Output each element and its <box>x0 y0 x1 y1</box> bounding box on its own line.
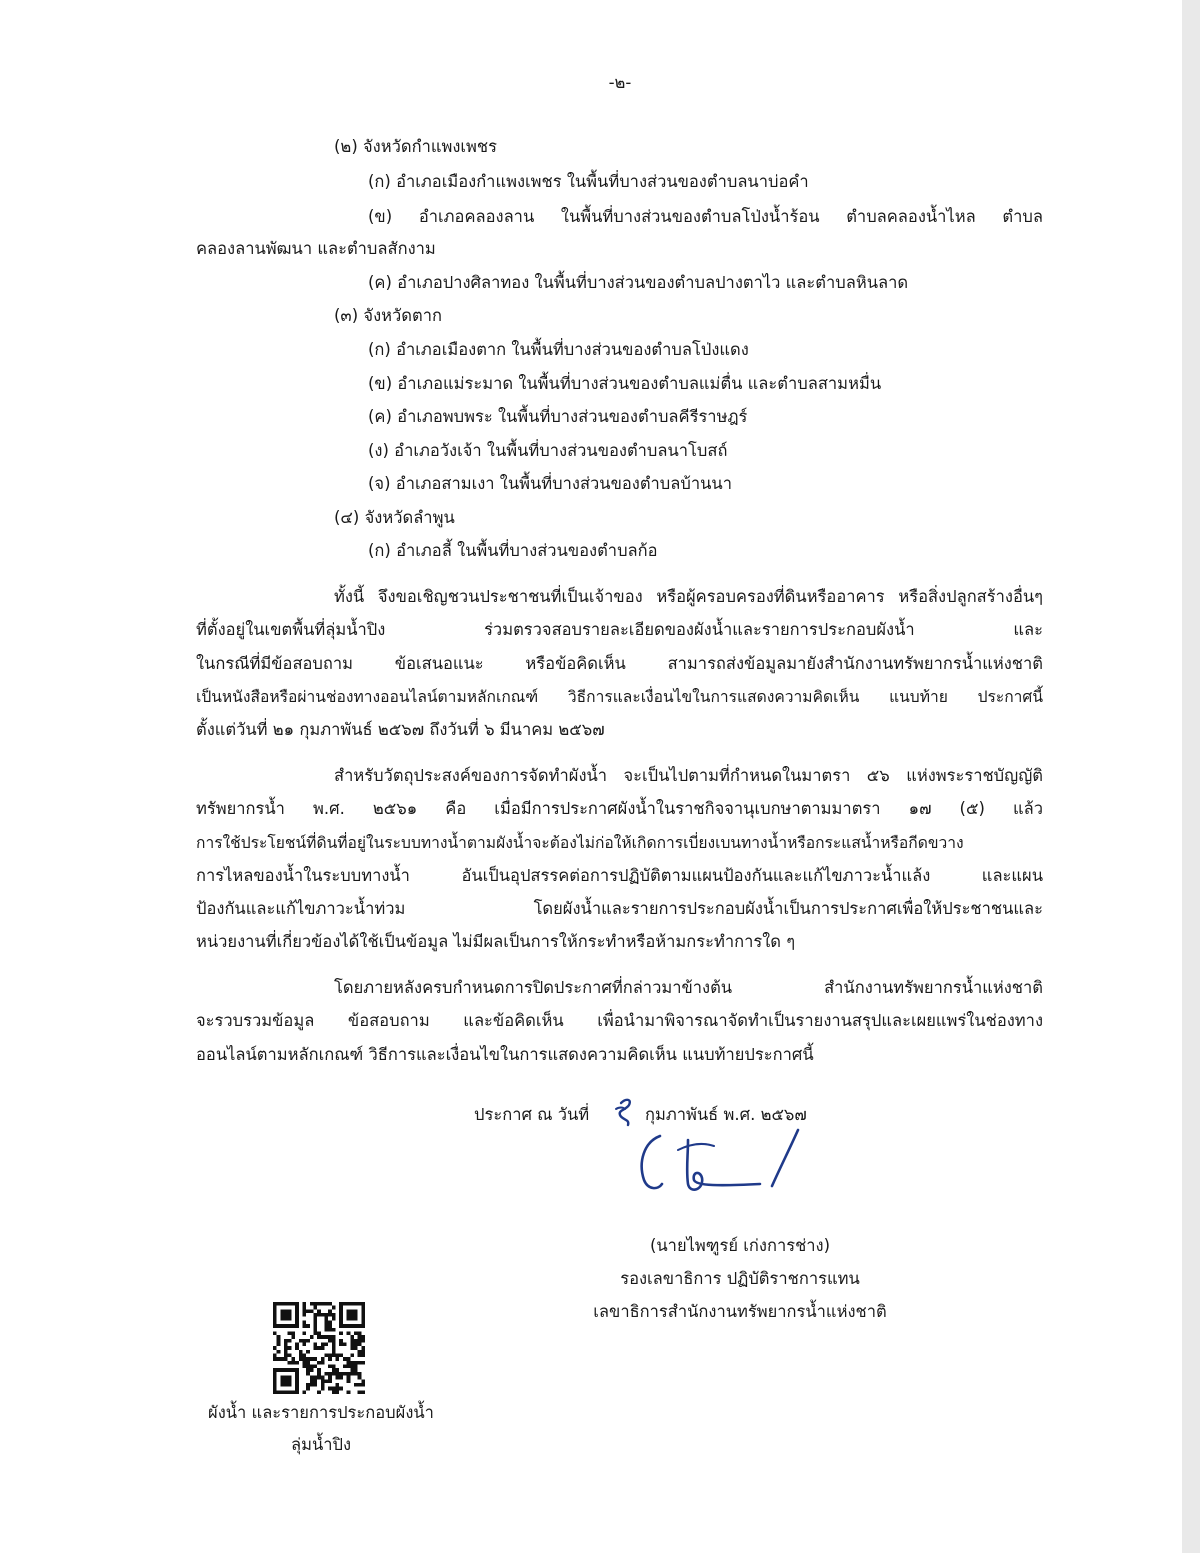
qr-caption: ลุ่มน้ำปิง <box>290 1435 352 1454</box>
district-item: (ค) อำเภอพบพระ ในพื้นที่บางส่วนของตำบลคีรีราษฎร์ <box>368 407 748 426</box>
signatory-position: เลขาธิการสำนักงานทรัพยากรน้ำแห่งชาติ <box>593 1302 887 1321</box>
paragraph-line: การใช้ประโยชน์ที่ดินที่อยู่ในระบบทางน้ำตามผังน้ำจะต้องไม่ก่อให้เกิดการเบี่ยงเบนทางน้ำหรือกระแสน้ำหรือกีดขวาง <box>196 834 964 852</box>
paragraph-line: ตั้งแต่วันที่ ๒๑ กุมภาพันธ์ ๒๕๖๗ ถึงวันที่ ๖ มีนาคม ๒๕๖๗ <box>196 720 605 739</box>
district-item: (ข) อำเภอคลองลาน ในพื้นที่บางส่วนของตำบลโป่งน้ำร้อน ตำบลคลองน้ำไหล ตำบล <box>368 207 1043 226</box>
district-item: (ก) อำเภอเมืองตาก ในพื้นที่บางส่วนของตำบลโป่งแดง <box>368 340 749 359</box>
signature-image <box>630 1128 810 1198</box>
paragraph-line: สำหรับวัตถุประสงค์ของการจัดทำผังน้ำ จะเป็นไปตามที่กำหนดในมาตรา ๕๖ แห่งพระราชบัญญัติ <box>334 766 1043 785</box>
announcement-prefix: ประกาศ ณ วันที่ <box>474 1105 590 1124</box>
handwritten-day <box>612 1095 638 1129</box>
paragraph-line: ทั้งนี้ จึงขอเชิญชวนประชาชนที่เป็นเจ้าของ หรือผู้ครอบครองที่ดินหรืออาคาร หรือสิ่งปลูกสร้างอื่นๆ <box>334 587 1043 606</box>
qr-code[interactable] <box>273 1302 365 1394</box>
district-item: (ก) อำเภอเมืองกำแพงเพชร ในพื้นที่บางส่วนของตำบลนาบ่อคำ <box>368 172 809 191</box>
province-heading: (๓) จังหวัดตาก <box>334 306 442 325</box>
paragraph-line: เป็นหนังสือหรือผ่านช่องทางออนไลน์ตามหลักเกณฑ์ วิธีการและเงื่อนไขในการแสดงความคิดเห็น แนบท้าย ประกาศนี้ <box>196 688 1043 706</box>
paragraph-line: การไหลของน้ำในระบบทางน้ำ อันเป็นอุปสรรคต่อการปฏิบัติตามแผนป้องกันและแก้ไขภาวะน้ำแล้ง และแผน <box>196 866 1043 885</box>
signatory-position: รองเลขาธิการ ปฏิบัติราชการแทน <box>620 1269 860 1288</box>
district-item: (จ) อำเภอสามเงา ในพื้นที่บางส่วนของตำบลบ้านนา <box>368 474 732 493</box>
district-item: (ข) อำเภอแม่ระมาด ในพื้นที่บางส่วนของตำบลแม่ตื่น และตำบลสามหมื่น <box>368 374 882 393</box>
qr-caption: ผังน้ำ และรายการประกอบผังน้ำ <box>208 1403 434 1422</box>
district-item: (ค) อำเภอปางศิลาทอง ในพื้นที่บางส่วนของตำบลปางตาไว และตำบลหินลาด <box>368 273 909 292</box>
page-number: -๒- <box>608 73 632 92</box>
paragraph-line: ในกรณีที่มีข้อสอบถาม ข้อเสนอแนะ หรือข้อคิดเห็น สามารถส่งข้อมูลมายังสำนักงานทรัพยากรน้ำแห่งชาติ <box>196 654 1043 673</box>
province-heading: (๒) จังหวัดกำแพงเพชร <box>334 137 497 156</box>
paragraph-line: ที่ตั้งอยู่ในเขตพื้นที่ลุ่มน้ำปิง ร่วมตรวจสอบรายละเอียดของผังน้ำและรายการประกอบผังน้ำ และ <box>196 620 1043 639</box>
paragraph-line: จะรวบรวมข้อมูล ข้อสอบถาม และข้อคิดเห็น เพื่อนำมาพิจารณาจัดทำเป็นรายงานสรุปและเผยแพร่ในช่องทาง <box>196 1011 1043 1030</box>
district-item: (ก) อำเภอลี้ ในพื้นที่บางส่วนของตำบลก้อ <box>368 541 658 560</box>
district-item: (ง) อำเภอวังเจ้า ในพื้นที่บางส่วนของตำบลนาโบสถ์ <box>368 441 728 460</box>
paragraph-line: ออนไลน์ตามหลักเกณฑ์ วิธีการและเงื่อนไขในการแสดงความคิดเห็น แนบท้ายประกาศนี้ <box>196 1045 814 1064</box>
paragraph-line: หน่วยงานที่เกี่ยวข้องได้ใช้เป็นข้อมูล ไม่มีผลเป็นการให้กระทำหรือห้ามกระทำการใด ๆ <box>196 932 796 951</box>
paragraph-line: โดยภายหลังครบกำหนดการปิดประกาศที่กล่าวมาข้างต้น สำนักงานทรัพยากรน้ำแห่งชาติ <box>334 978 1043 997</box>
paragraph-line: ทรัพยากรน้ำ พ.ศ. ๒๕๖๑ คือ เมื่อมีการประกาศผังน้ำในราชกิจจานุเบกษาตามมาตรา ๑๗ (๕) แล้ว <box>196 799 1043 818</box>
announcement-suffix: กุมภาพันธ์ พ.ศ. ๒๕๖๗ <box>645 1105 807 1124</box>
paragraph-line: ป้องกันและแก้ไขภาวะน้ำท่วม โดยผังน้ำและรายการประกอบผังน้ำเป็นการประกาศเพื่อให้ประชาชนและ <box>196 899 1043 918</box>
district-item-continued: คลองลานพัฒนา และตำบลสักงาม <box>196 239 436 258</box>
page-edge <box>1182 0 1200 1553</box>
province-heading: (๔) จังหวัดลำพูน <box>334 508 455 527</box>
signatory-name: (นายไพฑูรย์ เก่งการช่าง) <box>649 1236 831 1255</box>
